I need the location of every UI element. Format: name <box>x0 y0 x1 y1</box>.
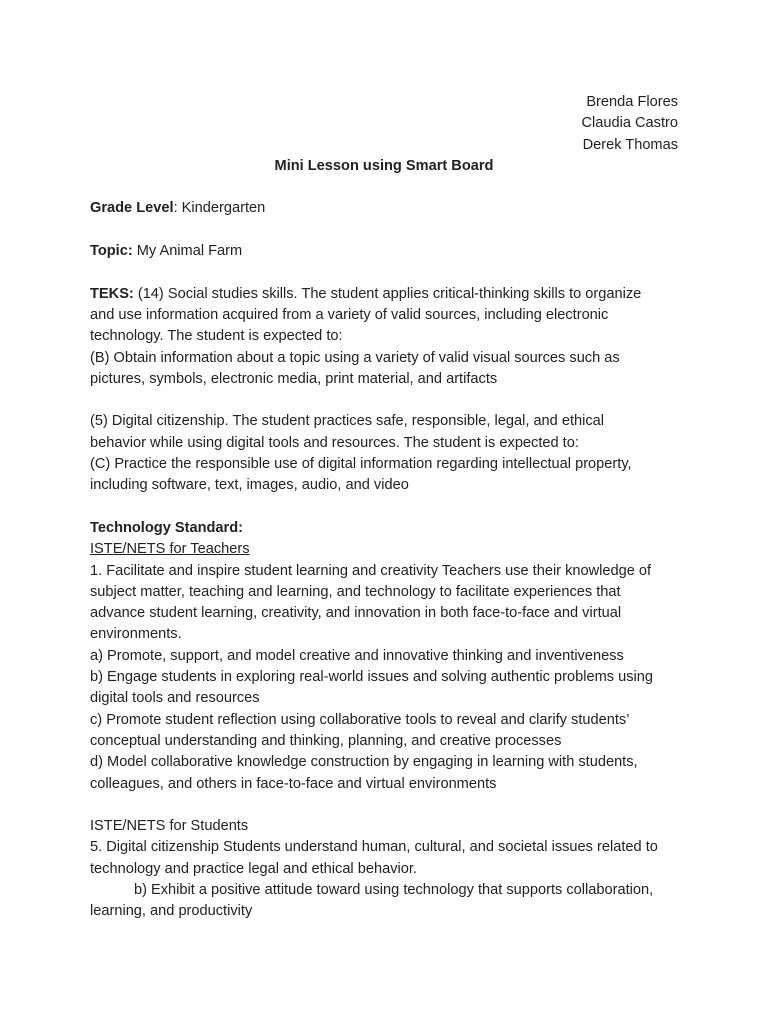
topic-line <box>90 241 678 262</box>
teachers-standard-line: digital tools and resources <box>90 690 260 707</box>
students-standard-line: learning, and productivity <box>90 903 253 920</box>
document-page <box>90 92 678 923</box>
teachers-standard-line: environments. <box>90 626 182 643</box>
author-name: Derek Thomas <box>582 136 678 153</box>
students-standard-line: technology and practice legal and ethical behavior. <box>90 860 417 877</box>
teachers-standard-line: 1. Facilitate and inspire student learning and creativity Teachers use their knowledge of <box>90 562 652 579</box>
teks-line: (B) Obtain information about a topic using a variety of valid visual sources such as <box>90 349 620 366</box>
teachers-standard-heading: ISTE/NETS for Teachers <box>90 541 250 558</box>
teachers-standard-line: c) Promote student reflection using collaborative tools to reveal and clarify students’ <box>90 711 630 728</box>
grade-level-value: : Kindergarten <box>173 200 266 217</box>
teachers-standard-line: conceptual understanding and thinking, planning, and creative processes <box>90 732 562 749</box>
spacer <box>90 177 678 198</box>
students-standard-line: b) Exhibit a positive attitude toward using technology that supports collaboration, <box>134 881 654 898</box>
spacer <box>90 497 678 518</box>
teachers-standard-line: a) Promote, support, and model creative and innovative thinking and inventiveness <box>90 647 624 664</box>
teks-label: TEKS: <box>90 285 134 302</box>
students-standard-line: 5. Digital citizenship Students understand human, cultural, and societal issues related to <box>90 839 658 856</box>
teks-line: and use information acquired from a variety of valid sources, including electronic <box>90 306 609 323</box>
author-name: Claudia Castro <box>581 115 678 132</box>
spacer <box>90 390 678 411</box>
teks-digital-line: behavior while using digital tools and resources. The student is expected to: <box>90 434 579 451</box>
grade-level-line <box>90 198 678 219</box>
author-name: Brenda Flores <box>586 94 678 110</box>
technology-standard-section <box>90 518 678 923</box>
topic-value: My Animal Farm <box>132 243 243 260</box>
technology-standard-heading: Technology Standard: <box>90 519 243 536</box>
teachers-standard-line: advance student learning, creativity, and innovation in both face-to-face and virtual <box>90 605 622 622</box>
teks-digital-line: including software, text, images, audio, and video <box>90 477 409 494</box>
students-standard-heading: ISTE/NETS for Students <box>90 818 249 835</box>
teks-digital-line: (5) Digital citizenship. The student practices safe, responsible, legal, and ethical <box>90 413 605 430</box>
grade-level-label: Grade Level <box>90 200 174 217</box>
topic-label: Topic: <box>90 243 133 260</box>
teks-line: pictures, symbols, electronic media, print material, and artifacts <box>90 370 498 387</box>
document-title: Mini Lesson using Smart Board <box>274 157 494 174</box>
teachers-standard-line: subject matter, teaching and learning, and technology to facilitate experiences that <box>90 583 621 600</box>
teks-digital-line: (C) Practice the responsible use of digital information regarding intellectual property, <box>90 456 632 473</box>
teks-text: (14) Social studies skills. The student applies critical-thinking skills to organize <box>133 285 642 302</box>
teks-line <box>90 284 678 305</box>
teachers-standard-line: colleagues, and others in face-to-face and virtual environments <box>90 775 497 792</box>
author-list <box>90 92 678 156</box>
spacer <box>90 795 678 816</box>
teks-section <box>90 284 678 497</box>
teachers-standard-line: d) Model collaborative knowledge construction by engaging in learning with students, <box>90 754 638 771</box>
spacer <box>90 220 678 241</box>
teachers-standard-line: b) Engage students in exploring real-world issues and solving authentic problems using <box>90 669 653 686</box>
spacer <box>90 262 678 283</box>
teks-line: technology. The student is expected to: <box>90 328 343 345</box>
